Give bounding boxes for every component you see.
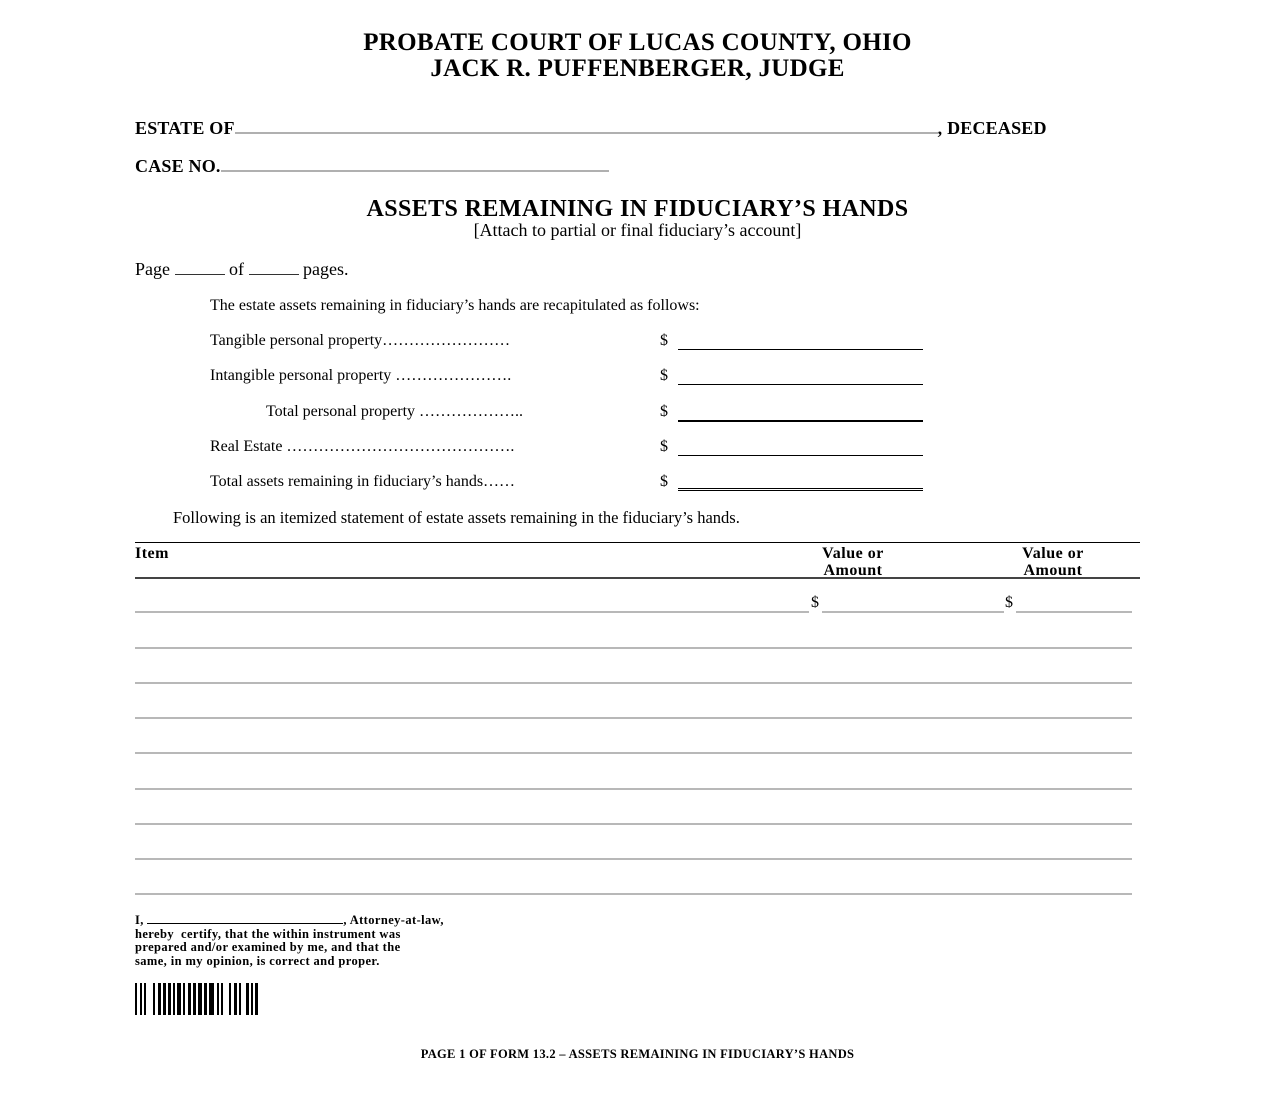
- form-footer: PAGE 1 OF FORM 13.2 – ASSETS REMAINING IN FIDUCIARY’S HANDS: [420, 1047, 855, 1061]
- table-row-line[interactable]: [135, 632, 1132, 649]
- real-estate-amount-field[interactable]: [678, 455, 923, 456]
- column-header-item: [135, 545, 169, 562]
- recap-row-real-estate: [210, 438, 930, 460]
- tangible-amount-field[interactable]: [678, 349, 923, 350]
- table-row-line[interactable]: [135, 808, 1132, 825]
- recap-row-tangible: [210, 332, 930, 354]
- column-header-value-2: [1008, 545, 1098, 579]
- table-row-line[interactable]: [135, 737, 1132, 754]
- dollar-sign: $: [660, 403, 668, 420]
- table-row-line[interactable]: [135, 702, 1132, 719]
- barcode-icon: [135, 983, 258, 1015]
- dollar-sign: $: [660, 438, 668, 455]
- case-no-field[interactable]: [221, 156, 609, 172]
- total-assets-amount-field[interactable]: [678, 488, 923, 491]
- judge-name: JACK R. PUFFENBERGER, JUDGE: [430, 55, 845, 82]
- recap-label: Real Estate …………………………………….: [210, 438, 515, 455]
- recap-row-total-personal: [210, 403, 930, 425]
- column-header-line1: Value or: [1022, 545, 1084, 562]
- dollar-sign: $: [660, 367, 668, 384]
- estate-of-label: ESTATE OF: [135, 118, 235, 138]
- cert-line3: prepared and/or examined by me, and that the: [135, 940, 401, 954]
- item-field[interactable]: [135, 596, 809, 613]
- recap-label: Intangible personal property ………………….: [210, 367, 512, 384]
- column-header-line2: Amount: [823, 562, 883, 579]
- table-row: [135, 596, 1135, 614]
- attorney-certification: [135, 912, 475, 968]
- deceased-label: , DECEASED: [937, 118, 1047, 138]
- total-personal-amount-field[interactable]: [678, 420, 923, 422]
- intangible-amount-field[interactable]: [678, 384, 923, 385]
- table-row-line[interactable]: [135, 667, 1132, 684]
- table-top-rule: [135, 542, 1140, 543]
- page-label: Page: [135, 259, 170, 279]
- form-title: ASSETS REMAINING IN FIDUCIARY’S HANDS: [366, 196, 909, 222]
- table-row-line[interactable]: [135, 843, 1132, 860]
- table-header-rule: [135, 577, 1140, 579]
- column-header-line1: Value or: [822, 545, 884, 562]
- recap-label: Total personal property ………………..: [266, 403, 524, 420]
- page-number-field[interactable]: [175, 260, 225, 275]
- total-pages-field[interactable]: [249, 260, 299, 275]
- case-no-row: [135, 156, 609, 177]
- recap-intro: The estate assets remaining in fiduciary’s hands are recapitulated as follows:: [210, 297, 700, 314]
- pages-label: pages.: [303, 259, 349, 279]
- dollar-sign: $: [660, 473, 668, 490]
- cert-prefix: I,: [135, 913, 144, 927]
- attorney-name-field[interactable]: [147, 912, 343, 924]
- dollar-sign: $: [1005, 594, 1013, 611]
- column-header-line2: Amount: [1023, 562, 1083, 579]
- cert-line2: hereby certify, that the within instrument was: [135, 926, 401, 941]
- column-header-item-label: Item: [135, 545, 169, 562]
- value-2-field[interactable]: [1016, 596, 1132, 613]
- dollar-sign: $: [811, 594, 819, 611]
- table-row-line[interactable]: [135, 878, 1132, 895]
- dollar-sign: $: [660, 332, 668, 349]
- estate-of-row: [135, 118, 1047, 139]
- case-no-label: CASE NO.: [135, 156, 221, 176]
- cert-line4: same, in my opinion, is correct and proper.: [135, 953, 380, 968]
- estate-name-field[interactable]: [235, 118, 938, 134]
- court-name: PROBATE COURT OF LUCAS COUNTY, OHIO: [363, 29, 912, 56]
- court-header: [0, 30, 1275, 82]
- recap-label: Tangible personal property……………………: [210, 332, 511, 349]
- recap-row-intangible: [210, 367, 930, 389]
- of-label: of: [229, 259, 244, 279]
- itemized-intro: Following is an itemized statement of estate assets remaining in the fiduciary’s hands.: [173, 508, 740, 527]
- recap-row-total-assets: [210, 473, 930, 495]
- form-subtitle: [Attach to partial or final fiduciary’s account]: [473, 220, 802, 240]
- pagination-row: [135, 259, 348, 280]
- value-1-field[interactable]: [822, 596, 1004, 613]
- column-header-value-1: [808, 545, 898, 579]
- cert-line1-suffix: , Attorney-at-law,: [343, 913, 444, 927]
- recap-label: Total assets remaining in fiduciary’s hands……: [210, 473, 516, 490]
- table-row-line[interactable]: [135, 773, 1132, 790]
